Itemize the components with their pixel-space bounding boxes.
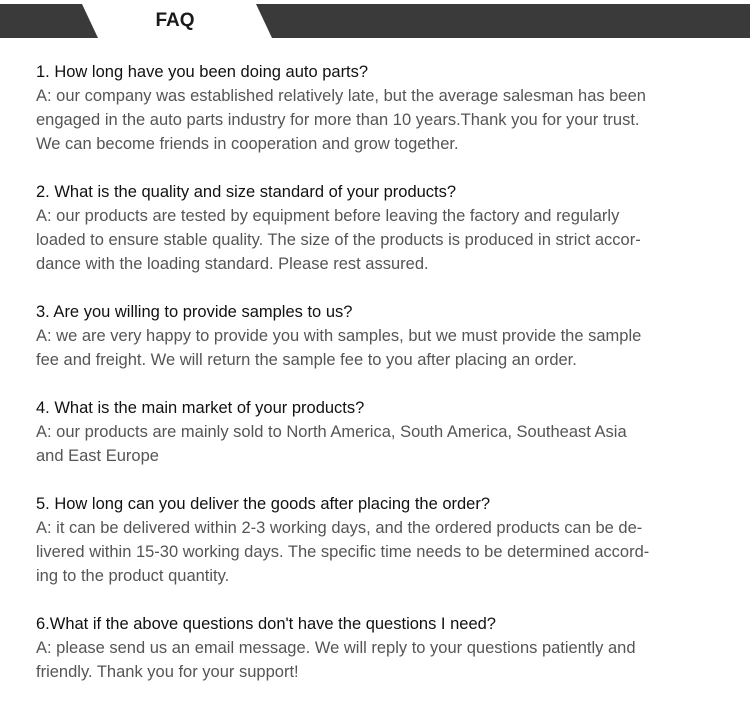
answer-line: A: it can be delivered within 2-3 working days, and the ordered products can be de- [36,519,643,537]
faq-question: 6.What if the above questions don't have the questions I need? [36,615,496,633]
faq-answer [36,324,726,372]
faq-header-bar [0,4,750,38]
faq-item-1 [36,60,726,156]
answer-line: A: please send us an email message. We will reply to your questions patiently and [36,639,636,657]
answer-line: A: our products are tested by equipment before leaving the factory and regularly [36,207,620,225]
faq-question: 2. What is the quality and size standard of your products? [36,183,457,201]
faq-answer [36,636,726,684]
faq-question: 3. Are you willing to provide samples to us? [36,303,353,321]
answer-line: A: our products are mainly sold to North America, South America, Southeast Asia [36,423,627,441]
faq-item-4 [36,396,726,468]
faq-answer [36,84,726,156]
answer-line: We can become friends in cooperation and grow together. [36,135,459,153]
answer-line: A: our company was established relatively late, but the average salesman has been [36,87,646,105]
answer-line: ing to the product quantity. [36,567,230,585]
answer-line: A: we are very happy to provide you with samples, but we must provide the sample [36,327,642,345]
answer-line: livered within 15-30 working days. The specific time needs to be determined accord- [36,543,650,561]
faq-item-2 [36,180,726,276]
faq-answer [36,516,726,588]
page-title: FAQ [155,10,195,31]
answer-line: friendly. Thank you for your support! [36,663,299,681]
answer-line: engaged in the auto parts industry for more than 10 years.Thank you for your trust. [36,111,640,129]
answer-line: loaded to ensure stable quality. The size of the products is produced in strict accor- [36,231,641,249]
answer-line: fee and freight. We will return the sample fee to you after placing an order. [36,351,577,369]
faq-answer [36,204,726,276]
faq-question: 4. What is the main market of your products? [36,399,365,417]
answer-line: and East Europe [36,447,159,465]
faq-question: 5. How long can you deliver the goods after placing the order? [36,495,491,513]
faq-answer [36,420,726,468]
faq-item-6 [36,612,726,684]
faq-item-5 [36,492,726,588]
answer-line: dance with the loading standard. Please rest assured. [36,255,429,273]
faq-list [36,60,726,708]
faq-question: 1. How long have you been doing auto parts? [36,63,369,81]
faq-item-3 [36,300,726,372]
